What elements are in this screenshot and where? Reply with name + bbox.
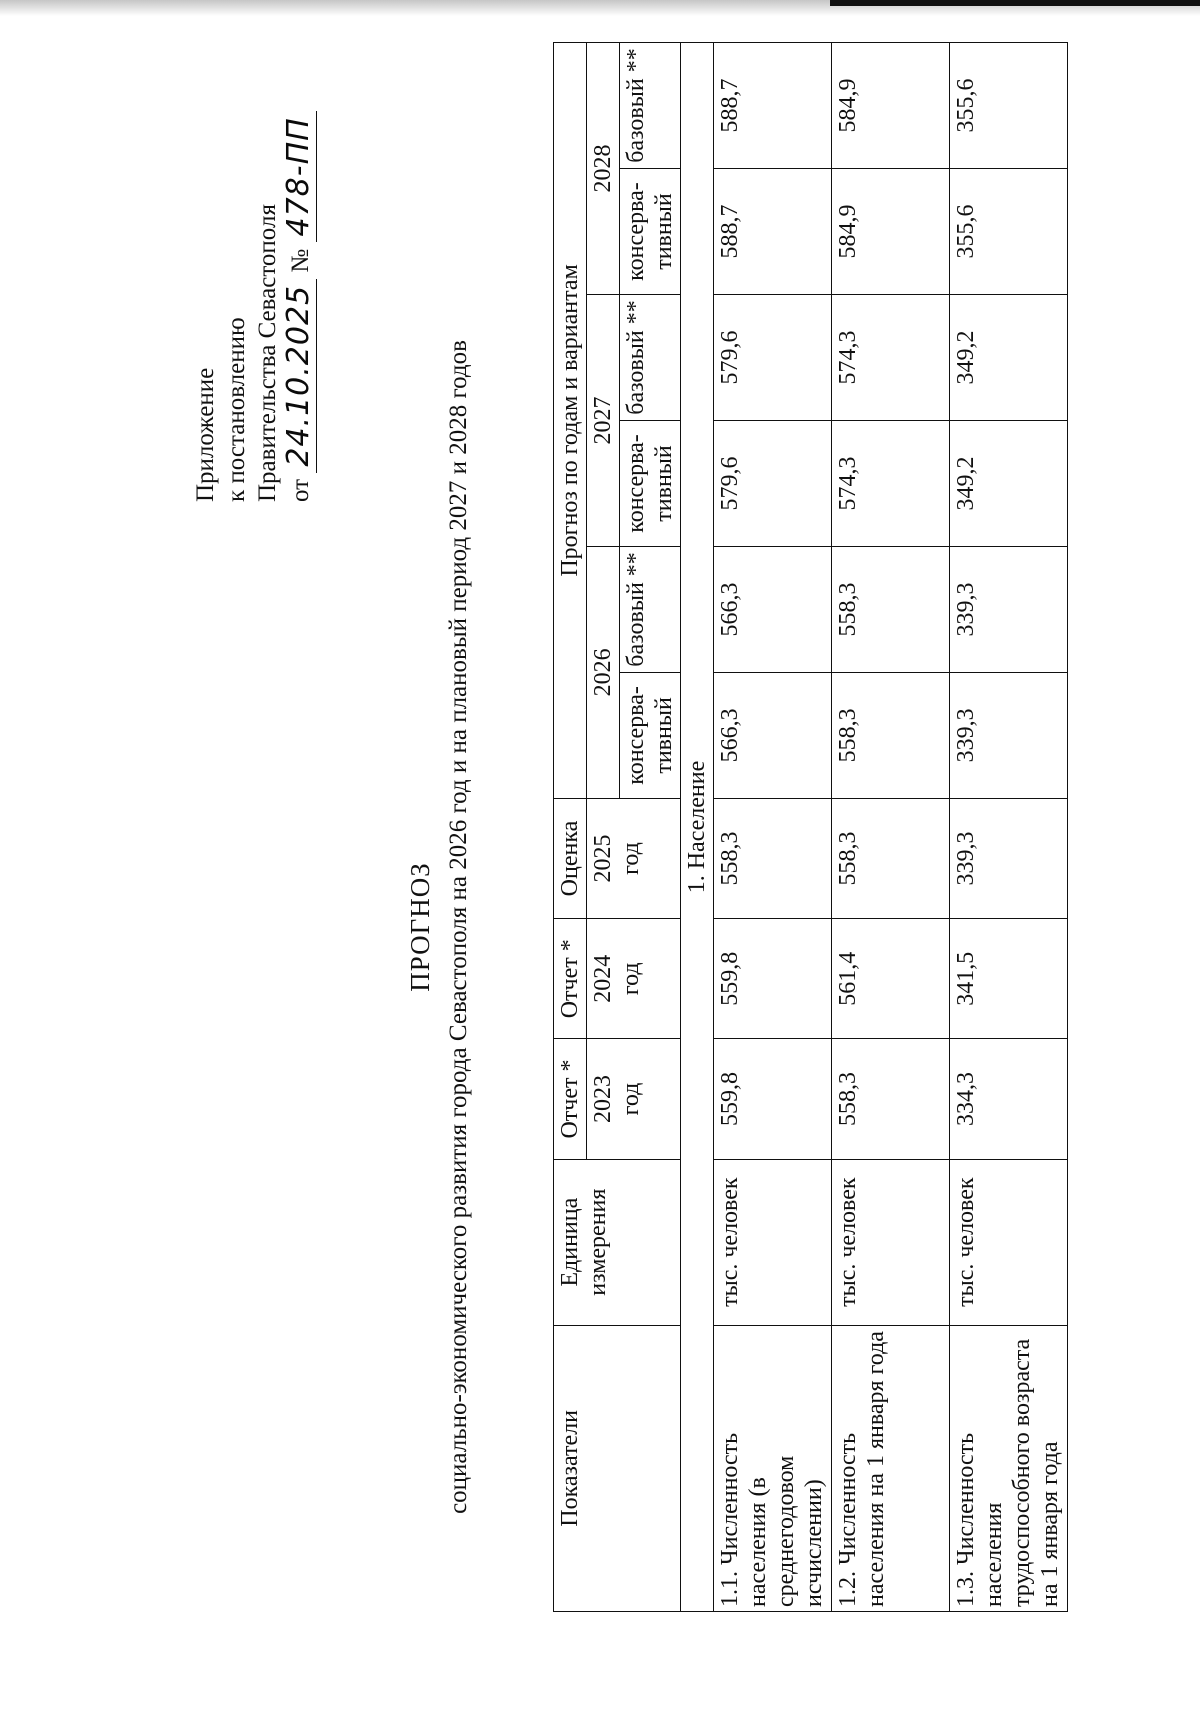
approval-line-3: Правительства Севастополя bbox=[254, 204, 281, 502]
row-indicator: 1.3. Численность населения трудоспособного возраста на 1 января года bbox=[950, 1325, 1068, 1611]
header-year-2026: 2026 bbox=[587, 546, 620, 798]
cell-2027-base: 349,2 bbox=[950, 295, 1068, 421]
header-report-2023-year-value: 2023 bbox=[590, 1075, 616, 1124]
cell-2025: 558,3 bbox=[832, 798, 950, 918]
cell-2023: 334,3 bbox=[950, 1039, 1068, 1159]
header-unit: Единица измерения bbox=[554, 1159, 681, 1325]
cell-2024: 561,4 bbox=[832, 919, 950, 1039]
cell-2028-conservative: 584,9 bbox=[832, 169, 950, 295]
header-estimate-year bbox=[587, 798, 681, 918]
header-report-2024-year bbox=[587, 919, 681, 1039]
approval-number: 478-ПП bbox=[281, 111, 317, 242]
header-report-2023-year-unit: год bbox=[618, 1082, 644, 1116]
cell-2026-base: 558,3 bbox=[832, 546, 950, 672]
cell-2023: 558,3 bbox=[832, 1039, 950, 1159]
approval-date: 24.10.2025 bbox=[281, 279, 317, 473]
forecast-table bbox=[553, 42, 1068, 1612]
header-estimate-year-unit: год bbox=[618, 842, 644, 875]
header-estimate-label: Оценка bbox=[554, 798, 587, 918]
header-report-2023-year bbox=[587, 1039, 681, 1159]
cell-2028-base: 588,7 bbox=[714, 43, 832, 169]
cell-2026-conservative: 339,3 bbox=[950, 672, 1068, 798]
cell-2024: 559,8 bbox=[714, 919, 832, 1039]
table-row bbox=[950, 43, 1068, 1612]
cell-2027-conservative: 574,3 bbox=[832, 420, 950, 546]
cell-2026-base: 566,3 bbox=[714, 546, 832, 672]
header-row-1 bbox=[554, 43, 587, 1612]
cell-2025: 339,3 bbox=[950, 798, 1068, 918]
header-year-2028: 2028 bbox=[587, 43, 620, 295]
header-forecast: Прогноз по годам и вариантам bbox=[554, 43, 587, 799]
cell-2027-base: 579,6 bbox=[714, 295, 832, 421]
header-report-2024-year-value: 2024 bbox=[590, 954, 616, 1003]
cell-2027-conservative: 349,2 bbox=[950, 420, 1068, 546]
header-2027-base: базовый ** bbox=[620, 295, 681, 421]
document-title: ПРОГНОЗ bbox=[405, 862, 435, 992]
header-2028-conservative: консерва-тивный bbox=[620, 169, 681, 295]
header-report-2023-label: Отчет * bbox=[554, 1039, 587, 1159]
section-title: 1. Население bbox=[681, 43, 714, 1612]
section-row bbox=[681, 43, 714, 1612]
approval-line-2: к постановлению bbox=[223, 317, 250, 502]
header-report-2024-label: Отчет * bbox=[554, 919, 587, 1039]
approval-number-label: № bbox=[287, 248, 314, 273]
cell-2026-base: 339,3 bbox=[950, 546, 1068, 672]
cell-2025: 558,3 bbox=[714, 798, 832, 918]
header-report-2024-year-unit: год bbox=[618, 962, 644, 996]
cell-2028-base: 584,9 bbox=[832, 43, 950, 169]
approval-block bbox=[190, 2, 316, 502]
header-2026-conservative: консерва-тивный bbox=[620, 672, 681, 798]
cell-2028-base: 355,6 bbox=[950, 43, 1068, 169]
row-indicator: 1.2. Численность населения на 1 января года bbox=[832, 1325, 950, 1611]
row-unit: тыс. человек bbox=[950, 1159, 1068, 1325]
cell-2027-conservative: 579,6 bbox=[714, 420, 832, 546]
row-unit: тыс. человек bbox=[714, 1159, 832, 1325]
header-year-2027: 2027 bbox=[587, 295, 620, 547]
header-2026-base: базовый ** bbox=[620, 546, 681, 672]
cell-2028-conservative: 588,7 bbox=[714, 169, 832, 295]
table-row bbox=[832, 43, 950, 1612]
cell-2028-conservative: 355,6 bbox=[950, 169, 1068, 295]
header-estimate-year-value: 2025 bbox=[590, 834, 616, 883]
header-indicators: Показатели bbox=[554, 1325, 681, 1611]
table-row bbox=[714, 43, 832, 1612]
cell-2024: 341,5 bbox=[950, 919, 1068, 1039]
row-indicator: 1.1. Численность населения (в среднегодовом исчислении) bbox=[714, 1325, 832, 1611]
cell-2026-conservative: 558,3 bbox=[832, 672, 950, 798]
cell-2027-base: 574,3 bbox=[832, 295, 950, 421]
cell-2023: 559,8 bbox=[714, 1039, 832, 1159]
row-unit: тыс. человек bbox=[832, 1159, 950, 1325]
header-2027-conservative: консерва-тивный bbox=[620, 420, 681, 546]
document-subtitle: социально-экономического развития города Севастополя на 2026 год и на плановый период 2027 и 2028 годов bbox=[445, 340, 472, 1514]
approval-line-4 bbox=[283, 2, 316, 502]
header-2028-base: базовый ** bbox=[620, 43, 681, 169]
approval-from-label: от bbox=[287, 478, 314, 502]
cell-2026-conservative: 566,3 bbox=[714, 672, 832, 798]
approval-line-1: Приложение bbox=[192, 367, 219, 502]
